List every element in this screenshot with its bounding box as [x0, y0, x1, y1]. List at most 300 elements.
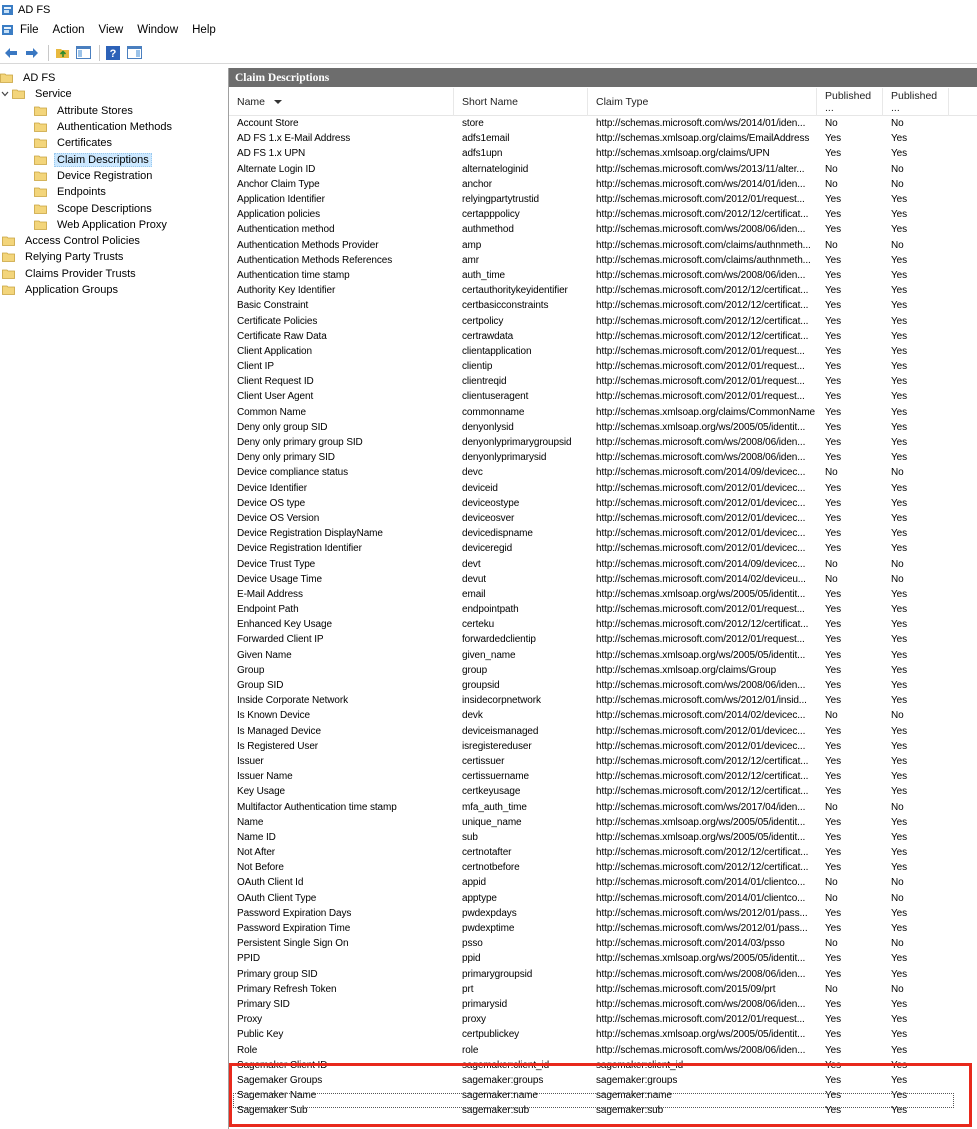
cell-short-name: adfs1upn	[462, 148, 503, 160]
cell-short-name: store	[462, 118, 484, 130]
cell-short-name: clientreqid	[462, 376, 507, 388]
cell-short-name: clientuseragent	[462, 391, 529, 403]
table-row[interactable]	[229, 344, 977, 359]
cell-published-1: Yes	[825, 345, 842, 357]
up-folder-button[interactable]	[53, 44, 71, 62]
cell-published-1: No	[825, 983, 838, 995]
folder-icon	[12, 89, 29, 99]
cell-published-1: No	[825, 573, 838, 585]
tree-item-label: Access Control Policies	[25, 235, 140, 248]
cell-published-1: Yes	[825, 209, 842, 221]
forward-button[interactable]	[23, 44, 41, 62]
cell-claim-type: http://schemas.microsoft.com/2012/01/request...	[596, 361, 805, 373]
folder-icon	[34, 204, 51, 214]
table-row[interactable]	[229, 936, 977, 951]
table-row[interactable]	[229, 435, 977, 450]
table-row[interactable]	[229, 1073, 977, 1088]
tree-item[interactable]	[0, 135, 228, 151]
table-row[interactable]	[229, 177, 977, 192]
cell-name: Device compliance status	[237, 467, 348, 479]
cell-published-1: Yes	[825, 1014, 842, 1026]
cell-short-name: pwdexptime	[462, 923, 515, 935]
cell-claim-type: http://schemas.microsoft.com/2012/12/certificat...	[596, 771, 809, 783]
column-headers	[229, 88, 977, 116]
cell-name: Device OS type	[237, 497, 306, 509]
cell-short-name: given_name	[462, 649, 516, 661]
cell-name: Multifactor Authentication time stamp	[237, 801, 397, 813]
menu-action[interactable]: Action	[52, 24, 85, 36]
cell-published-1: Yes	[825, 300, 842, 312]
cell-claim-type: http://schemas.microsoft.com/ws/2008/06/iden...	[596, 680, 806, 692]
toolbar	[0, 42, 977, 64]
cell-published-1: Yes	[825, 862, 842, 874]
table-row[interactable]	[229, 420, 977, 435]
cell-short-name: role	[462, 1044, 479, 1056]
tree-item[interactable]	[0, 200, 228, 216]
cell-short-name: devut	[462, 573, 486, 585]
table-row[interactable]	[229, 921, 977, 936]
cell-published-1: Yes	[825, 755, 842, 767]
tree-item-label: Device Registration	[57, 169, 153, 182]
table-row[interactable]	[229, 526, 977, 541]
cell-name: Sagemaker Name	[237, 1090, 317, 1102]
cell-short-name: proxy	[462, 1014, 486, 1026]
cell-published-1: Yes	[825, 482, 842, 494]
tree-item[interactable]	[0, 168, 228, 184]
cell-name: Name	[237, 816, 264, 828]
cell-published-1: Yes	[825, 740, 842, 752]
table-row[interactable]	[229, 359, 977, 374]
cell-claim-type: http://schemas.microsoft.com/2012/12/certificat...	[596, 862, 809, 874]
table-row[interactable]	[229, 146, 977, 161]
table-row[interactable]	[229, 481, 977, 496]
cell-claim-type: http://schemas.microsoft.com/2012/12/certificat...	[596, 786, 809, 798]
cell-published-1: Yes	[825, 680, 842, 692]
cell-short-name: certnotbefore	[462, 862, 520, 874]
cell-published-2: Yes	[891, 1074, 908, 1086]
cell-short-name: certeku	[462, 619, 495, 631]
cell-published-1: Yes	[825, 634, 842, 646]
cell-published-1: Yes	[825, 786, 842, 798]
cell-short-name: certapppolicy	[462, 209, 520, 221]
tree-item-label: Endpoints	[57, 186, 106, 199]
cell-claim-type: http://schemas.microsoft.com/2012/01/devicec...	[596, 512, 806, 524]
table-row[interactable]	[229, 754, 977, 769]
cell-published-2: Yes	[891, 695, 908, 707]
cell-name: Authentication Methods Provider	[237, 239, 379, 251]
cell-claim-type: http://schemas.xmlsoap.org/ws/2005/05/identit...	[596, 421, 806, 433]
cell-published-1: Yes	[825, 619, 842, 631]
cell-short-name: certnotafter	[462, 847, 512, 859]
cell-name: Sagemaker Sub	[237, 1105, 308, 1117]
cell-claim-type: http://schemas.microsoft.com/2012/12/certificat...	[596, 315, 809, 327]
table-row[interactable]	[229, 875, 977, 890]
cell-name: Deny only group SID	[237, 421, 328, 433]
cell-published-2: Yes	[891, 923, 908, 935]
table-row[interactable]	[229, 572, 977, 587]
cell-claim-type: http://schemas.microsoft.com/2012/12/certificat...	[596, 619, 809, 631]
table-row[interactable]	[229, 192, 977, 207]
cell-short-name: commonname	[462, 406, 525, 418]
column-header-published-2[interactable]: Published ...	[883, 88, 949, 116]
table-row[interactable]	[229, 1042, 977, 1057]
tree-item-label: Authentication Methods	[57, 121, 172, 134]
cell-claim-type: http://schemas.microsoft.com/2012/01/request...	[596, 391, 805, 403]
menu-view[interactable]: View	[98, 24, 124, 36]
table-row[interactable]	[229, 298, 977, 313]
table-row[interactable]	[229, 313, 977, 328]
cell-published-2: Yes	[891, 482, 908, 494]
table-row[interactable]	[229, 678, 977, 693]
sort-descending-icon	[271, 98, 285, 106]
cell-published-2: Yes	[891, 345, 908, 357]
cell-claim-type: http://schemas.microsoft.com/2014/01/clientco...	[596, 877, 806, 889]
table-row[interactable]	[229, 602, 977, 617]
tree-item-label: Attribute Stores	[57, 104, 133, 117]
table-row[interactable]	[229, 769, 977, 784]
table-row[interactable]	[229, 465, 977, 480]
cell-name: Client Request ID	[237, 376, 314, 388]
cell-short-name: deviceregid	[462, 543, 513, 555]
tree-item[interactable]	[0, 217, 228, 233]
cell-short-name: devc	[462, 467, 483, 479]
tree-item[interactable]	[0, 103, 228, 119]
cell-claim-type: http://schemas.microsoft.com/2012/01/request...	[596, 604, 805, 616]
cell-short-name: devk	[462, 710, 483, 722]
cell-claim-type: http://schemas.microsoft.com/2012/01/devicec...	[596, 497, 806, 509]
cell-claim-type: http://schemas.microsoft.com/2012/12/certificat...	[596, 330, 809, 342]
cell-published-1: Yes	[825, 998, 842, 1010]
table-row[interactable]	[229, 815, 977, 830]
table-row[interactable]	[229, 253, 977, 268]
cell-claim-type: http://schemas.microsoft.com/ws/2013/11/alter...	[596, 163, 805, 175]
cell-published-2: Yes	[891, 512, 908, 524]
cell-published-1: No	[825, 877, 838, 889]
cell-claim-type: http://schemas.microsoft.com/ws/2014/01/iden...	[596, 118, 806, 130]
cell-published-2: Yes	[891, 649, 908, 661]
tree-item-label: Certificates	[57, 137, 113, 150]
table-row[interactable]	[229, 982, 977, 997]
cell-short-name: devicedispname	[462, 528, 533, 540]
tree-item[interactable]	[0, 249, 228, 265]
cell-published-2: Yes	[891, 543, 908, 555]
table-row[interactable]	[229, 329, 977, 344]
cell-published-2: Yes	[891, 391, 908, 403]
cell-short-name: sagemaker:sub	[462, 1105, 530, 1117]
cell-name: Device Trust Type	[237, 558, 316, 570]
tree-item-label: Web Application Proxy	[57, 218, 167, 231]
show-hide-tree-button[interactable]	[74, 44, 92, 62]
cell-published-2: Yes	[891, 1014, 908, 1026]
toolbar-separator	[48, 45, 49, 61]
folder-icon	[2, 252, 19, 262]
table-row[interactable]	[229, 997, 977, 1012]
table-row[interactable]	[229, 222, 977, 237]
cell-published-2: No	[891, 983, 904, 995]
table-row[interactable]	[229, 784, 977, 799]
table-row[interactable]	[229, 1012, 977, 1027]
cell-published-1: No	[825, 558, 838, 570]
cell-short-name: groupsid	[462, 680, 500, 692]
cell-name: Client IP	[237, 361, 274, 373]
cell-short-name: denyonlyprimarysid	[462, 452, 547, 464]
cell-name: OAuth Client Id	[237, 877, 304, 889]
cell-published-1: Yes	[825, 1044, 842, 1056]
cell-published-2: Yes	[891, 1059, 908, 1071]
cell-short-name: deviceostype	[462, 497, 520, 509]
cell-name: Basic Constraint	[237, 300, 309, 312]
table-row[interactable]	[229, 739, 977, 754]
cell-claim-type: http://schemas.microsoft.com/ws/2008/06/iden...	[596, 437, 806, 449]
tree-item-label: AD FS	[23, 72, 56, 85]
cell-published-2: Yes	[891, 133, 908, 145]
cell-name: Enhanced Key Usage	[237, 619, 332, 631]
cell-published-1: Yes	[825, 695, 842, 707]
table-row[interactable]	[229, 906, 977, 921]
cell-published-1: Yes	[825, 391, 842, 403]
svg-text:?: ?	[109, 47, 117, 60]
console-tree-icon	[76, 46, 91, 59]
cell-published-2: Yes	[891, 740, 908, 752]
cell-name: Given Name	[237, 649, 292, 661]
cell-published-2: No	[891, 892, 904, 904]
cell-name: Device Usage Time	[237, 573, 322, 585]
table-row[interactable]	[229, 511, 977, 526]
table-row[interactable]	[229, 1088, 977, 1103]
cell-name: Key Usage	[237, 786, 286, 798]
cell-published-1: Yes	[825, 953, 842, 965]
cell-published-2: Yes	[891, 998, 908, 1010]
cell-claim-type: http://schemas.microsoft.com/2014/09/devicec...	[596, 467, 806, 479]
table-row[interactable]	[229, 116, 977, 131]
cell-short-name: psso	[462, 938, 483, 950]
cell-claim-type: http://schemas.xmlsoap.org/claims/Group	[596, 664, 777, 676]
table-row[interactable]	[229, 663, 977, 678]
column-header-published-1[interactable]: Published ...	[817, 88, 883, 116]
table-row[interactable]	[229, 693, 977, 708]
cell-name: Group SID	[237, 680, 284, 692]
cell-published-2: Yes	[891, 1090, 908, 1102]
cell-published-1: Yes	[825, 1090, 842, 1102]
table-row[interactable]	[229, 405, 977, 420]
table-row[interactable]	[229, 708, 977, 723]
cell-published-1: Yes	[825, 1074, 842, 1086]
table-row[interactable]	[229, 238, 977, 253]
tree-item[interactable]	[0, 266, 228, 282]
cell-claim-type: http://schemas.microsoft.com/ws/2008/06/iden...	[596, 224, 806, 236]
table-row[interactable]	[229, 162, 977, 177]
tree-item[interactable]	[0, 119, 228, 135]
cell-name: Authentication Methods References	[237, 254, 393, 266]
cell-name: Forwarded Client IP	[237, 634, 324, 646]
cell-name: Primary group SID	[237, 968, 318, 980]
cell-claim-type: http://schemas.xmlsoap.org/claims/CommonName	[596, 406, 816, 418]
cell-name: Client Application	[237, 345, 312, 357]
cell-claim-type: http://schemas.xmlsoap.org/ws/2005/05/identit...	[596, 816, 806, 828]
cell-name: Anchor Claim Type	[237, 178, 320, 190]
tree-item[interactable]	[0, 184, 228, 200]
cell-name: Device Registration DisplayName	[237, 528, 383, 540]
cell-published-2: Yes	[891, 847, 908, 859]
cell-name: Deny only primary group SID	[237, 437, 363, 449]
cell-short-name: email	[462, 588, 486, 600]
back-button[interactable]	[2, 44, 20, 62]
table-row[interactable]	[229, 374, 977, 389]
cell-published-2: Yes	[891, 831, 908, 843]
cell-published-2: No	[891, 467, 904, 479]
cell-claim-type: http://schemas.xmlsoap.org/claims/EmailAddress	[596, 133, 810, 145]
cell-published-1: Yes	[825, 452, 842, 464]
cell-short-name: apptype	[462, 892, 497, 904]
cell-published-2: Yes	[891, 862, 908, 874]
cell-claim-type: sagemaker:groups	[596, 1074, 678, 1086]
cell-short-name: ppid	[462, 953, 481, 965]
table-row[interactable]	[229, 967, 977, 982]
cell-claim-type: http://schemas.microsoft.com/2012/01/request...	[596, 634, 805, 646]
table-row[interactable]	[229, 891, 977, 906]
cell-claim-type: http://schemas.microsoft.com/2014/03/psso	[596, 938, 785, 950]
cell-claim-type: http://schemas.microsoft.com/2012/12/certificat...	[596, 847, 809, 859]
cell-short-name: certissuername	[462, 771, 529, 783]
table-row[interactable]	[229, 860, 977, 875]
cell-published-2: Yes	[891, 1105, 908, 1117]
cell-published-2: Yes	[891, 1044, 908, 1056]
cell-claim-type: http://schemas.microsoft.com/2012/01/request...	[596, 1014, 805, 1026]
tree-item[interactable]	[0, 282, 228, 298]
table-row[interactable]	[229, 268, 977, 283]
cell-name: Proxy	[237, 1014, 263, 1026]
table-row[interactable]	[229, 1103, 977, 1118]
table-row[interactable]	[229, 207, 977, 222]
cell-claim-type: http://schemas.microsoft.com/2012/12/certificat...	[596, 209, 809, 221]
table-row[interactable]	[229, 389, 977, 404]
cell-name: Name ID	[237, 831, 276, 843]
cell-claim-type: http://schemas.xmlsoap.org/ws/2005/05/identit...	[596, 1029, 806, 1041]
cell-published-1: Yes	[825, 664, 842, 676]
cell-published-2: Yes	[891, 771, 908, 783]
folder-icon	[34, 122, 51, 132]
table-row[interactable]	[229, 496, 977, 511]
cell-name: OAuth Client Type	[237, 892, 317, 904]
cell-published-1: Yes	[825, 285, 842, 297]
cell-name: Certificate Raw Data	[237, 330, 327, 342]
list-body	[229, 116, 977, 1118]
cell-claim-type: http://schemas.xmlsoap.org/ws/2005/05/identit...	[596, 649, 806, 661]
table-row[interactable]	[229, 951, 977, 966]
cell-published-1: Yes	[825, 968, 842, 980]
table-row[interactable]	[229, 617, 977, 632]
cell-claim-type: http://schemas.microsoft.com/2014/09/devicec...	[596, 558, 806, 570]
cell-published-1: Yes	[825, 907, 842, 919]
cell-published-2: Yes	[891, 330, 908, 342]
cell-published-2: Yes	[891, 604, 908, 616]
tree-item-label: Application Groups	[25, 284, 118, 296]
column-header-short-name[interactable]: Short Name	[454, 88, 588, 116]
cell-name: Device Identifier	[237, 482, 307, 494]
tree-item[interactable]	[0, 70, 228, 86]
cell-published-2: Yes	[891, 680, 908, 692]
folder-icon	[34, 155, 51, 165]
table-row[interactable]	[229, 587, 977, 602]
folder-icon	[2, 269, 19, 279]
tree-item[interactable]	[0, 86, 228, 102]
cell-published-2: Yes	[891, 786, 908, 798]
table-row[interactable]	[229, 845, 977, 860]
menu-file[interactable]: File	[20, 24, 39, 36]
cell-published-1: No	[825, 239, 838, 251]
cell-name: Alternate Login ID	[237, 163, 316, 175]
table-row[interactable]	[229, 450, 977, 465]
tree-item[interactable]	[0, 151, 228, 167]
folder-icon	[0, 73, 17, 83]
cell-claim-type: http://schemas.microsoft.com/ws/2008/06/iden...	[596, 1044, 806, 1056]
cell-name: Certificate Policies	[237, 315, 318, 327]
chevron-down-icon[interactable]	[0, 89, 10, 99]
table-row[interactable]	[229, 1027, 977, 1042]
cell-short-name: deviceid	[462, 482, 498, 494]
cell-short-name: sub	[462, 831, 478, 843]
menu-help[interactable]: Help	[192, 24, 216, 36]
table-row[interactable]	[229, 1058, 977, 1073]
cell-claim-type: http://schemas.microsoft.com/2012/12/certificat...	[596, 300, 809, 312]
cell-published-1: Yes	[825, 421, 842, 433]
cell-short-name: certpolicy	[462, 315, 504, 327]
cell-short-name: certpublickey	[462, 1029, 520, 1041]
window-title: AD FS	[18, 4, 51, 16]
cell-short-name: certissuer	[462, 755, 505, 767]
cell-short-name: auth_time	[462, 269, 506, 281]
cell-published-1: Yes	[825, 1059, 842, 1071]
cell-claim-type: http://schemas.microsoft.com/2012/01/devicec...	[596, 528, 806, 540]
column-header-name[interactable]	[229, 88, 454, 116]
cell-short-name: amr	[462, 254, 479, 266]
table-row[interactable]	[229, 799, 977, 814]
show-action-pane-button[interactable]	[125, 44, 143, 62]
cell-published-1: Yes	[825, 543, 842, 555]
cell-short-name: sagemaker:name	[462, 1090, 538, 1102]
table-row[interactable]	[229, 830, 977, 845]
table-row[interactable]	[229, 283, 977, 298]
mmc-app-icon[interactable]	[2, 24, 14, 36]
tree-item[interactable]	[0, 233, 228, 249]
cell-name: Is Known Device	[237, 710, 310, 722]
table-row[interactable]	[229, 724, 977, 739]
table-row[interactable]	[229, 541, 977, 556]
cell-published-2: Yes	[891, 285, 908, 297]
cell-name: Deny only primary SID	[237, 452, 335, 464]
cell-name: Not After	[237, 847, 276, 859]
cell-claim-type: sagemaker:client_id	[596, 1059, 684, 1071]
cell-short-name: authmethod	[462, 224, 514, 236]
table-row[interactable]	[229, 632, 977, 647]
menu-window[interactable]: Window	[137, 24, 179, 36]
cell-published-1: Yes	[825, 923, 842, 935]
column-header-claim-type[interactable]: Claim Type	[588, 88, 817, 116]
table-row[interactable]	[229, 648, 977, 663]
console-tree	[0, 66, 228, 1129]
cell-name: Inside Corporate Network	[237, 695, 348, 707]
cell-published-2: Yes	[891, 725, 908, 737]
table-row[interactable]	[229, 131, 977, 146]
help-button[interactable]	[104, 44, 122, 62]
cell-published-2: Yes	[891, 209, 908, 221]
cell-claim-type: http://schemas.microsoft.com/2012/01/devicec...	[596, 543, 806, 555]
cell-name: Persistent Single Sign On	[237, 938, 349, 950]
cell-name: Endpoint Path	[237, 604, 299, 616]
cell-published-2: Yes	[891, 968, 908, 980]
cell-short-name: clientapplication	[462, 345, 532, 357]
table-row[interactable]	[229, 556, 977, 571]
